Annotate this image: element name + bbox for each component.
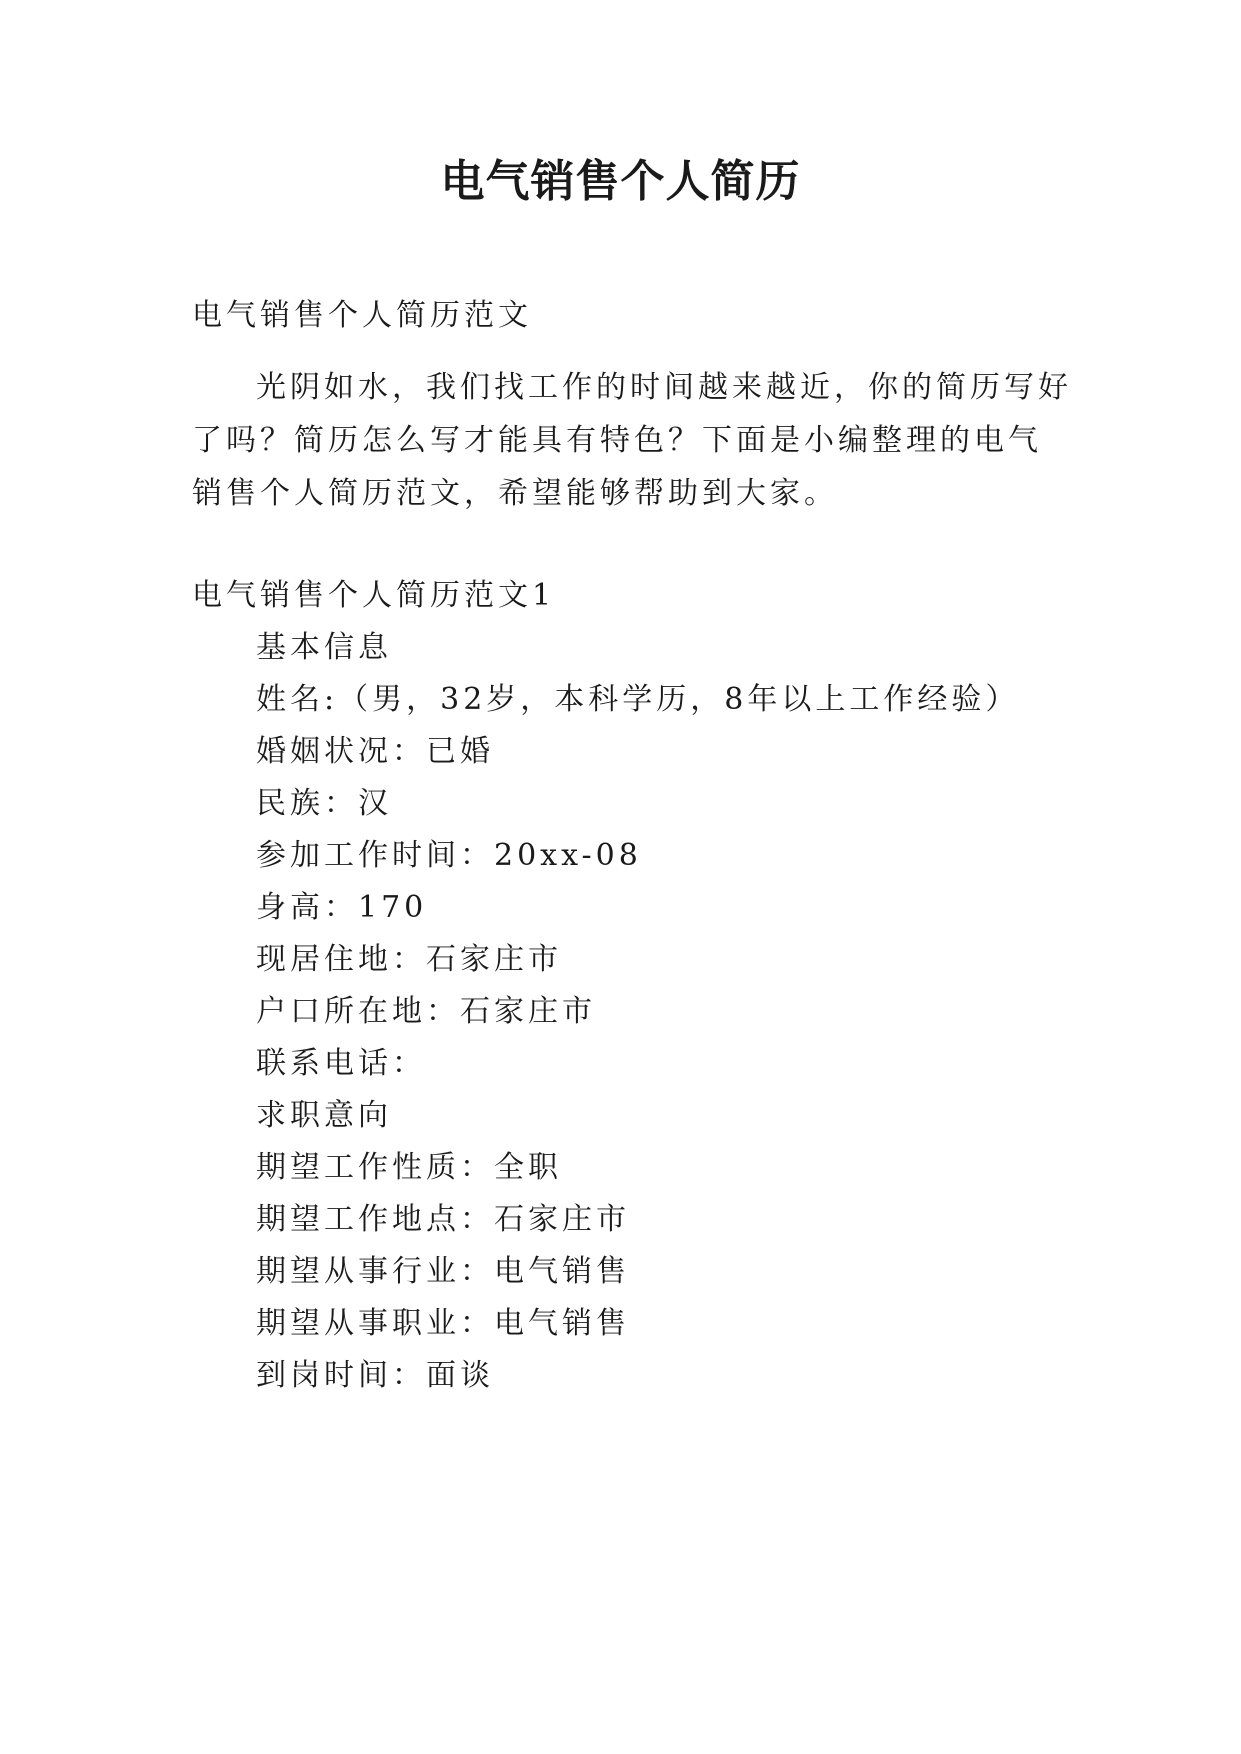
intro-line: 了吗？简历怎么写才能具有特色？下面是小编整理的电气 [192,423,1042,458]
intention-occupation: 期望从事职业：电气销售 [256,1306,630,1341]
document-title: 电气销售个人简历 [440,156,801,207]
intro-line: 销售个人简历范文，希望能够帮助到大家。 [192,476,838,511]
intention-industry: 期望从事行业：电气销售 [256,1254,630,1289]
section-title: 电气销售个人简历范文1 [192,578,556,613]
info-hukou: 户口所在地：石家庄市 [256,994,596,1029]
info-marital-status: 婚姻状况：已婚 [256,734,494,769]
document-subtitle: 电气销售个人简历范文 [192,298,532,333]
intention-job-type: 期望工作性质：全职 [256,1150,562,1185]
info-residence: 现居住地：石家庄市 [256,942,562,977]
section-heading-job-intention: 求职意向 [256,1098,392,1133]
intention-location: 期望工作地点：石家庄市 [256,1202,630,1237]
info-height: 身高：170 [256,890,428,925]
intro-line: 光阴如水，我们找工作的时间越来越近，你的简历写好 [256,370,1072,405]
info-name: 姓名:（男，32岁，本科学历，8年以上工作经验） [256,682,1020,717]
intention-start-time: 到岗时间：面谈 [256,1358,494,1393]
info-ethnicity: 民族：汉 [256,786,392,821]
info-work-start: 参加工作时间：20xx-08 [256,838,642,873]
info-phone: 联系电话： [256,1046,426,1081]
section-heading-basic-info: 基本信息 [256,630,392,665]
